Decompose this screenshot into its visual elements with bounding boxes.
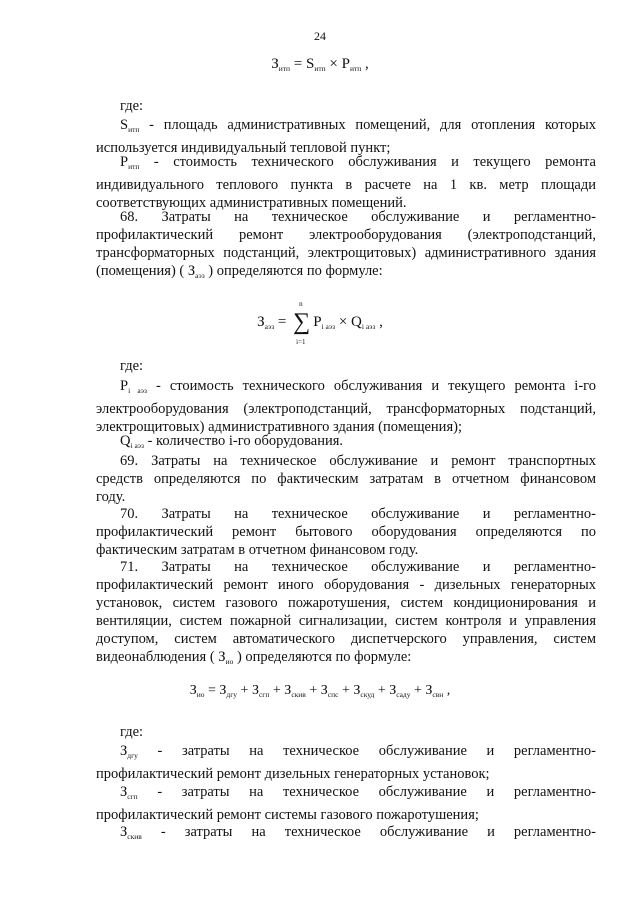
definition-z-sgp: $З_{сгп}$ - затраты на техническое обслуживание и регламентно- профилактический ремонт системы газового пожаротушения; xyxy=(96,784,596,823)
formula-itp-price: $P_{итп}$ xyxy=(341,56,362,73)
definition-z-skiv: $З_{скив}$ - затраты на техническое обслуживание и регламентно- xyxy=(120,824,596,841)
symbol-z-sgp: $З_{сгп}$ xyxy=(120,784,138,801)
definition-s-itp: $S_{итп}$ - площадь административных помещений, для отопления которых используется индивидуальный тепловой пункт; xyxy=(96,117,596,156)
formula-itp-area: $S_{итп}$ xyxy=(306,56,326,73)
where-label-2: где: xyxy=(120,358,144,374)
item-68: 68. Затраты на техническое обслуживание и регламентно- профилактический ремонт электрооборудования (электроподстанций, трансформаторных подстанций, электрощитовых) административного здания (помещения) ( $З_{аэз}$ ) определяются по формуле: xyxy=(96,209,596,280)
formula-aez-lhs: $З_{аэз}$ xyxy=(257,314,275,331)
definition-z-dgu: $З_{дгу}$ - затраты на техническое обслуживание и регламентно- профилактический ремонт дизельных генераторных установок; xyxy=(96,743,596,782)
formula-aez-price: $P_{i аэз}$ xyxy=(313,314,336,331)
where-label-1: где: xyxy=(120,98,144,114)
item-69: 69. Затраты на техническое обслуживание и ремонт транспортных средств определяются по фактическим затратам в отчетном финансовом году. xyxy=(96,453,596,505)
definition-p-aez: $P_{i аэз}$ - стоимость технического обслуживания и текущего ремонта i-го электрооборудования (электроподстанций, трансформаторных подстанций, электрощитовых) административного здания (помещения); xyxy=(96,378,596,435)
definition-p-itp: $P_{итп}$ - стоимость технического обслуживания и текущего ремонта индивидуального теплового пункта в расчете на 1 кв. метр площади соответствующих административных помещений. xyxy=(96,154,596,211)
item-70: 70. Затраты на техническое обслуживание и регламентно- профилактический ремонт бытового оборудования определяются по фактическим затратам в отчетном финансовом году. xyxy=(96,506,596,558)
item-71: 71. Затраты на техническое обслуживание и регламентно- профилактический ремонт иного оборудования - дизельных генераторных установок, систем газового пожаротушения, систем кондиционирования и вентиляции, систем пожарной сигнализации, систем контроля и управления доступом, систем автоматического диспетчерского управления, систем видеонаблюдения ( $З_{ио}$ ) определяются по формуле: xyxy=(96,559,596,666)
formula-itp-lhs: $З_{итп}$ xyxy=(271,56,291,73)
definition-q-aez: $Q_{i аэз}$ - количество i-го оборудования. xyxy=(120,433,344,450)
symbol-z-skiv: $З_{скив}$ xyxy=(120,824,142,841)
symbol-z-dgu: $З_{дгу}$ xyxy=(120,743,138,760)
formula-io: $З_{ио} = З_{дгу} + З_{сгп} + З_{скив} + З_{спс} + З_{скуд} + З_{сaду} + З_{свн}$ , xyxy=(189,683,451,699)
formula-itp: $З_{итп} = S_{итп} \times P_{итп}$ , xyxy=(271,56,369,73)
symbol-s-itp: $S_{итп}$ xyxy=(120,117,140,134)
symbol-p-aez: $P_{i аэз}$ xyxy=(120,378,147,395)
page-number: 24 xyxy=(314,29,326,43)
formula-aez: $З_{аэз}$ = n ∑ i=1 $P_{i аэз} \times Q_{i аэз}$ , xyxy=(257,300,383,346)
where-label-3: где: xyxy=(120,724,144,740)
formula-aez-qty: $Q_{i аэз}$ xyxy=(351,314,376,331)
formula-io-lhs: $З_{ио}$ xyxy=(189,683,205,699)
summation-sign: n ∑ i=1 xyxy=(293,300,311,346)
symbol-z-io: $З_{ио}$ xyxy=(218,649,234,666)
symbol-p-itp: $P_{итп}$ xyxy=(120,154,140,171)
symbol-q-aez: $Q_{i аэз}$ xyxy=(120,433,144,450)
symbol-z-aez: $З_{аэз}$ xyxy=(187,263,205,280)
